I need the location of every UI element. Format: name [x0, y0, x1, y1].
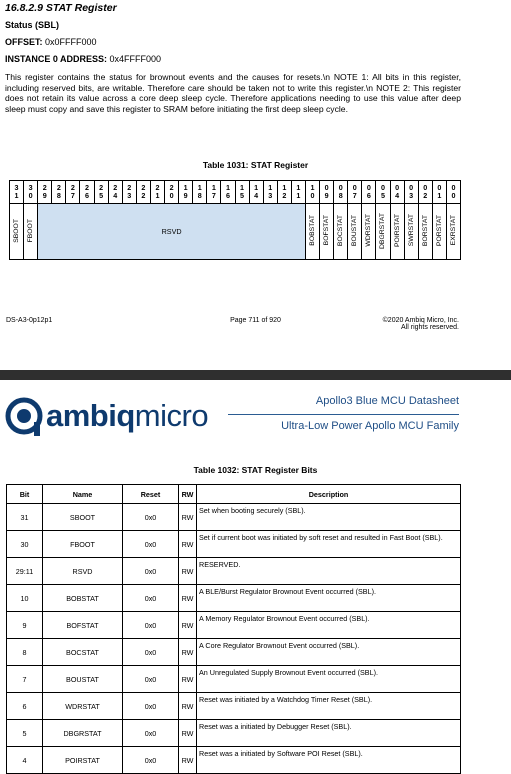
- stat-register-bits-table-title: Table 1032: STAT Register Bits: [193, 465, 318, 475]
- bit-number-tens: 2: [141, 183, 146, 192]
- bit-number-ones: 6: [85, 191, 90, 200]
- bit-field-cell: [418, 204, 432, 260]
- cell-name: WDRSTAT: [43, 693, 123, 720]
- bit-number-ones: 1: [437, 191, 442, 200]
- bit-number-tens: 2: [85, 183, 90, 192]
- bit-number-cell: [320, 181, 334, 204]
- bit-number-tens: 0: [338, 183, 343, 192]
- cell-description: Reset was initiated by a Watchdog Timer Reset (SBL).: [197, 693, 461, 720]
- bit-number-row: [10, 181, 461, 204]
- bit-number-cell: [235, 181, 249, 204]
- cell-rw: RW: [179, 666, 197, 693]
- footer-copyright: [383, 317, 459, 331]
- bit-number-tens: 0: [409, 183, 414, 192]
- bit-field-name: SWRSTAT: [407, 214, 415, 247]
- bit-number-ones: 4: [113, 191, 118, 200]
- bit-number-tens: 0: [366, 183, 371, 192]
- bit-number-ones: 2: [423, 191, 428, 200]
- bit-number-ones: 2: [141, 191, 146, 200]
- bit-field-cell: [362, 204, 376, 260]
- bit-number-cell: [249, 181, 263, 204]
- table-row: [7, 747, 461, 774]
- bit-number-ones: 0: [169, 191, 174, 200]
- bit-number-ones: 9: [183, 191, 188, 200]
- cell-rw: RW: [179, 612, 197, 639]
- cell-rw: RW: [179, 504, 197, 531]
- bit-number-tens: 1: [197, 183, 202, 192]
- bit-field-name: EXRSTAT: [449, 215, 457, 246]
- bit-number-ones: 5: [380, 191, 385, 200]
- logo-wordmark: [46, 398, 208, 434]
- page-separator: [0, 370, 511, 380]
- bit-number-ones: 1: [14, 191, 19, 200]
- cell-name: FBOOT: [43, 531, 123, 558]
- bit-field-name: BOFSTAT: [323, 215, 331, 246]
- bit-number-tens: 2: [70, 183, 75, 192]
- cell-bit: 5: [7, 720, 43, 747]
- bit-number-cell: [52, 181, 66, 204]
- bit-field-name: BOUSTAT: [351, 214, 359, 247]
- bit-number-ones: 8: [338, 191, 343, 200]
- footer-page-number: Page 711 of 920: [230, 317, 281, 324]
- bit-field-cell: [320, 204, 334, 260]
- cell-bit: 8: [7, 639, 43, 666]
- cell-description: Reset was a initiated by Debugger Reset (SBL).: [197, 720, 461, 747]
- offset-label: OFFSET:: [5, 37, 43, 47]
- bit-number-ones: 3: [409, 191, 414, 200]
- bit-number-tens: 3: [14, 183, 19, 192]
- table-row: [7, 639, 461, 666]
- datasheet-page-711: [0, 0, 511, 370]
- bit-number-cell: [334, 181, 348, 204]
- bit-number-ones: 0: [28, 191, 33, 200]
- cell-reset: 0x0: [123, 693, 179, 720]
- bit-number-cell: [277, 181, 291, 204]
- bit-number-tens: 0: [437, 183, 442, 192]
- bit-field-cell: [10, 204, 24, 260]
- bit-field-rsvd: RSVD: [38, 204, 306, 260]
- bit-number-tens: 2: [99, 183, 104, 192]
- bit-number-ones: 2: [282, 191, 287, 200]
- bit-field-cell: [305, 204, 319, 260]
- bit-number-tens: 2: [56, 183, 61, 192]
- col-reset: Reset: [123, 485, 179, 504]
- cell-reset: 0x0: [123, 720, 179, 747]
- bit-number-ones: 8: [56, 191, 61, 200]
- table-row: [7, 666, 461, 693]
- cell-bit: 30: [7, 531, 43, 558]
- bit-number-cell: [24, 181, 38, 204]
- cell-reset: 0x0: [123, 585, 179, 612]
- bit-number-ones: 4: [395, 191, 400, 200]
- bit-number-cell: [418, 181, 432, 204]
- cell-rw: RW: [179, 531, 197, 558]
- bit-number-tens: 2: [113, 183, 118, 192]
- bit-number-cell: [362, 181, 376, 204]
- bit-number-tens: 1: [183, 183, 188, 192]
- bit-field-cell: [348, 204, 362, 260]
- cell-name: POIRSTAT: [43, 747, 123, 774]
- bit-number-tens: 2: [169, 183, 174, 192]
- table-row: [7, 612, 461, 639]
- bit-number-tens: 1: [268, 183, 273, 192]
- cell-bit: 6: [7, 693, 43, 720]
- bit-number-cell: [207, 181, 221, 204]
- bit-number-ones: 9: [324, 191, 329, 200]
- footer-copyright-line2: All rights reserved.: [401, 324, 459, 331]
- bit-field-name: DBGRSTAT: [379, 212, 387, 249]
- bit-number-tens: 1: [225, 183, 230, 192]
- register-name: Status (SBL): [5, 20, 59, 30]
- bit-number-tens: 1: [296, 183, 301, 192]
- bit-number-cell: [66, 181, 80, 204]
- offset-line: [5, 37, 97, 47]
- bit-number-tens: 2: [155, 183, 160, 192]
- cell-rw: RW: [179, 720, 197, 747]
- bit-number-cell: [136, 181, 150, 204]
- bit-number-tens: 0: [395, 183, 400, 192]
- bit-number-tens: 0: [324, 183, 329, 192]
- bit-number-ones: 5: [240, 191, 245, 200]
- bit-number-tens: 1: [240, 183, 245, 192]
- bit-number-ones: 3: [268, 191, 273, 200]
- bit-number-tens: 0: [423, 183, 428, 192]
- bit-number-cell: [390, 181, 404, 204]
- register-description: This register contains the status for brownout events and the causes for resets.\n NOTE 1: All bits in this register, including reserved bits, are writable. Therefore care should be taken not to write this register.\n NOTE 2: This register does not retain its value across a core deep sleep cycle. Therefore applications needing to use this value after deep sleep must copy and save this register to SRAM before initiating the first deep sleep cycle.: [5, 72, 461, 114]
- bit-number-cell: [305, 181, 319, 204]
- cell-rw: RW: [179, 558, 197, 585]
- bit-field-cell: [432, 204, 446, 260]
- cell-description: RESERVED.: [197, 558, 461, 585]
- cell-bit: 4: [7, 747, 43, 774]
- bit-number-cell: [193, 181, 207, 204]
- bit-number-ones: 8: [197, 191, 202, 200]
- bit-field-name: BORSTAT: [421, 214, 429, 247]
- logo-word-ambiq: ambiq: [46, 398, 135, 433]
- bit-number-cell: [291, 181, 305, 204]
- bit-field-cell: [404, 204, 418, 260]
- bit-field-cell: [24, 204, 38, 260]
- cell-bit: 10: [7, 585, 43, 612]
- cell-bit: 9: [7, 612, 43, 639]
- stat-register-bit-map: [9, 180, 461, 260]
- bit-number-ones: 3: [127, 191, 132, 200]
- stat-register-bits-table: [6, 484, 461, 774]
- bit-number-ones: 6: [366, 191, 371, 200]
- bit-number-ones: 4: [254, 191, 259, 200]
- bit-number-ones: 7: [211, 191, 216, 200]
- bit-number-ones: 1: [296, 191, 301, 200]
- bit-number-cell: [348, 181, 362, 204]
- cell-name: BOUSTAT: [43, 666, 123, 693]
- bit-number-ones: 9: [42, 191, 47, 200]
- bit-number-tens: 1: [211, 183, 216, 192]
- cell-description: Set when booting securely (SBL).: [197, 504, 461, 531]
- bit-number-tens: 0: [380, 183, 385, 192]
- bit-number-cell: [165, 181, 179, 204]
- bit-number-cell: [80, 181, 94, 204]
- cell-bit: 7: [7, 666, 43, 693]
- logo-word-micro: micro: [134, 398, 209, 433]
- table-row: [7, 504, 461, 531]
- bit-number-cell: [404, 181, 418, 204]
- ambiq-micro-logo: [6, 392, 226, 440]
- table-row: [7, 720, 461, 747]
- bit-number-ones: 0: [310, 191, 315, 200]
- footer-doc-id: DS-A3-0p12p1: [6, 317, 53, 324]
- table-row: [7, 585, 461, 612]
- table-row: [7, 558, 461, 585]
- footer-copyright-line1: ©2020 Ambiq Micro, Inc.: [382, 317, 459, 324]
- bit-number-tens: 3: [28, 183, 33, 192]
- bit-number-tens: 0: [451, 183, 456, 192]
- datasheet-page-712: [0, 380, 511, 765]
- cell-rw: RW: [179, 639, 197, 666]
- bit-number-ones: 7: [352, 191, 357, 200]
- bit-number-tens: 1: [254, 183, 259, 192]
- cell-reset: 0x0: [123, 666, 179, 693]
- cell-reset: 0x0: [123, 639, 179, 666]
- cell-reset: 0x0: [123, 531, 179, 558]
- bit-number-ones: 0: [451, 191, 456, 200]
- instance-label: INSTANCE 0 ADDRESS:: [5, 54, 108, 64]
- cell-name: BOFSTAT: [43, 612, 123, 639]
- instance-value: 0x4FFFF000: [109, 54, 162, 64]
- ambiq-logo-icon: [6, 396, 44, 438]
- cell-rw: RW: [179, 747, 197, 774]
- bit-number-cell: [122, 181, 136, 204]
- bit-number-tens: 0: [352, 183, 357, 192]
- bit-number-cell: [221, 181, 235, 204]
- header-datasheet-title: Apollo3 Blue MCU Datasheet: [315, 395, 459, 407]
- table-row: [7, 693, 461, 720]
- bit-number-ones: 1: [155, 191, 160, 200]
- cell-bit: 29:11: [7, 558, 43, 585]
- bit-field-name: BOCSTAT: [337, 214, 345, 247]
- cell-description: Reset was a initiated by Software POI Reset (SBL).: [197, 747, 461, 774]
- bit-number-cell: [432, 181, 446, 204]
- cell-name: DBGRSTAT: [43, 720, 123, 747]
- header-family-title: Ultra-Low Power Apollo MCU Family: [281, 420, 459, 432]
- offset-value: 0x0FFFF000: [45, 37, 97, 47]
- bit-field-name: PORSTAT: [435, 214, 443, 247]
- bit-number-ones: 7: [70, 191, 75, 200]
- table-row: [7, 531, 461, 558]
- bit-number-ones: 5: [99, 191, 104, 200]
- cell-rw: RW: [179, 693, 197, 720]
- col-bit: Bit: [7, 485, 43, 504]
- bit-number-cell: [10, 181, 24, 204]
- bit-number-cell: [150, 181, 164, 204]
- bit-field-cell: [376, 204, 390, 260]
- section-title: 16.8.2.9 STAT Register: [5, 2, 117, 14]
- bit-number-cell: [376, 181, 390, 204]
- cell-description: A Memory Regulator Brownout Event occurred (SBL).: [197, 612, 461, 639]
- bit-number-cell: [38, 181, 52, 204]
- bit-field-cell: [390, 204, 404, 260]
- cell-name: BOCSTAT: [43, 639, 123, 666]
- bit-field-cell: [446, 204, 460, 260]
- cell-description: Set if current boot was initiated by soft reset and resulted in Fast Boot (SBL).: [197, 531, 461, 558]
- bit-number-tens: 2: [127, 183, 132, 192]
- cell-name: SBOOT: [43, 504, 123, 531]
- cell-description: An Unregulated Supply Brownout Event occurred (SBL).: [197, 666, 461, 693]
- col-description: Description: [197, 485, 461, 504]
- stat-register-table-title: Table 1031: STAT Register: [202, 160, 309, 170]
- bit-field-name: BOBSTAT: [309, 215, 317, 246]
- table-header-row: [7, 485, 461, 504]
- instance-line: [5, 54, 161, 64]
- table-body: [7, 504, 461, 774]
- bit-field-cell: [334, 204, 348, 260]
- cell-reset: 0x0: [123, 747, 179, 774]
- bit-number-tens: 1: [282, 183, 287, 192]
- cell-bit: 31: [7, 504, 43, 531]
- bit-number-ones: 6: [225, 191, 230, 200]
- cell-description: A BLE/Burst Regulator Brownout Event occurred (SBL).: [197, 585, 461, 612]
- cell-name: RSVD: [43, 558, 123, 585]
- bit-field-name: SBOOT: [13, 218, 21, 243]
- bit-field-name: FBOOT: [27, 218, 35, 243]
- cell-reset: 0x0: [123, 612, 179, 639]
- cell-name: BOBSTAT: [43, 585, 123, 612]
- bit-number-cell: [108, 181, 122, 204]
- header-rule: [228, 414, 459, 415]
- bit-field-name: WDRSTAT: [365, 214, 373, 247]
- col-rw: RW: [179, 485, 197, 504]
- bit-number-cell: [446, 181, 460, 204]
- cell-reset: 0x0: [123, 504, 179, 531]
- cell-description: A Core Regulator Brownout Event occurred (SBL).: [197, 639, 461, 666]
- bit-number-tens: 1: [310, 183, 315, 192]
- col-name: Name: [43, 485, 123, 504]
- bit-number-tens: 2: [42, 183, 47, 192]
- bit-number-cell: [179, 181, 193, 204]
- bit-field-name: POIRSTAT: [393, 214, 401, 247]
- bit-field-row: [10, 204, 461, 260]
- cell-reset: 0x0: [123, 558, 179, 585]
- bit-number-cell: [263, 181, 277, 204]
- bit-number-cell: [94, 181, 108, 204]
- cell-rw: RW: [179, 585, 197, 612]
